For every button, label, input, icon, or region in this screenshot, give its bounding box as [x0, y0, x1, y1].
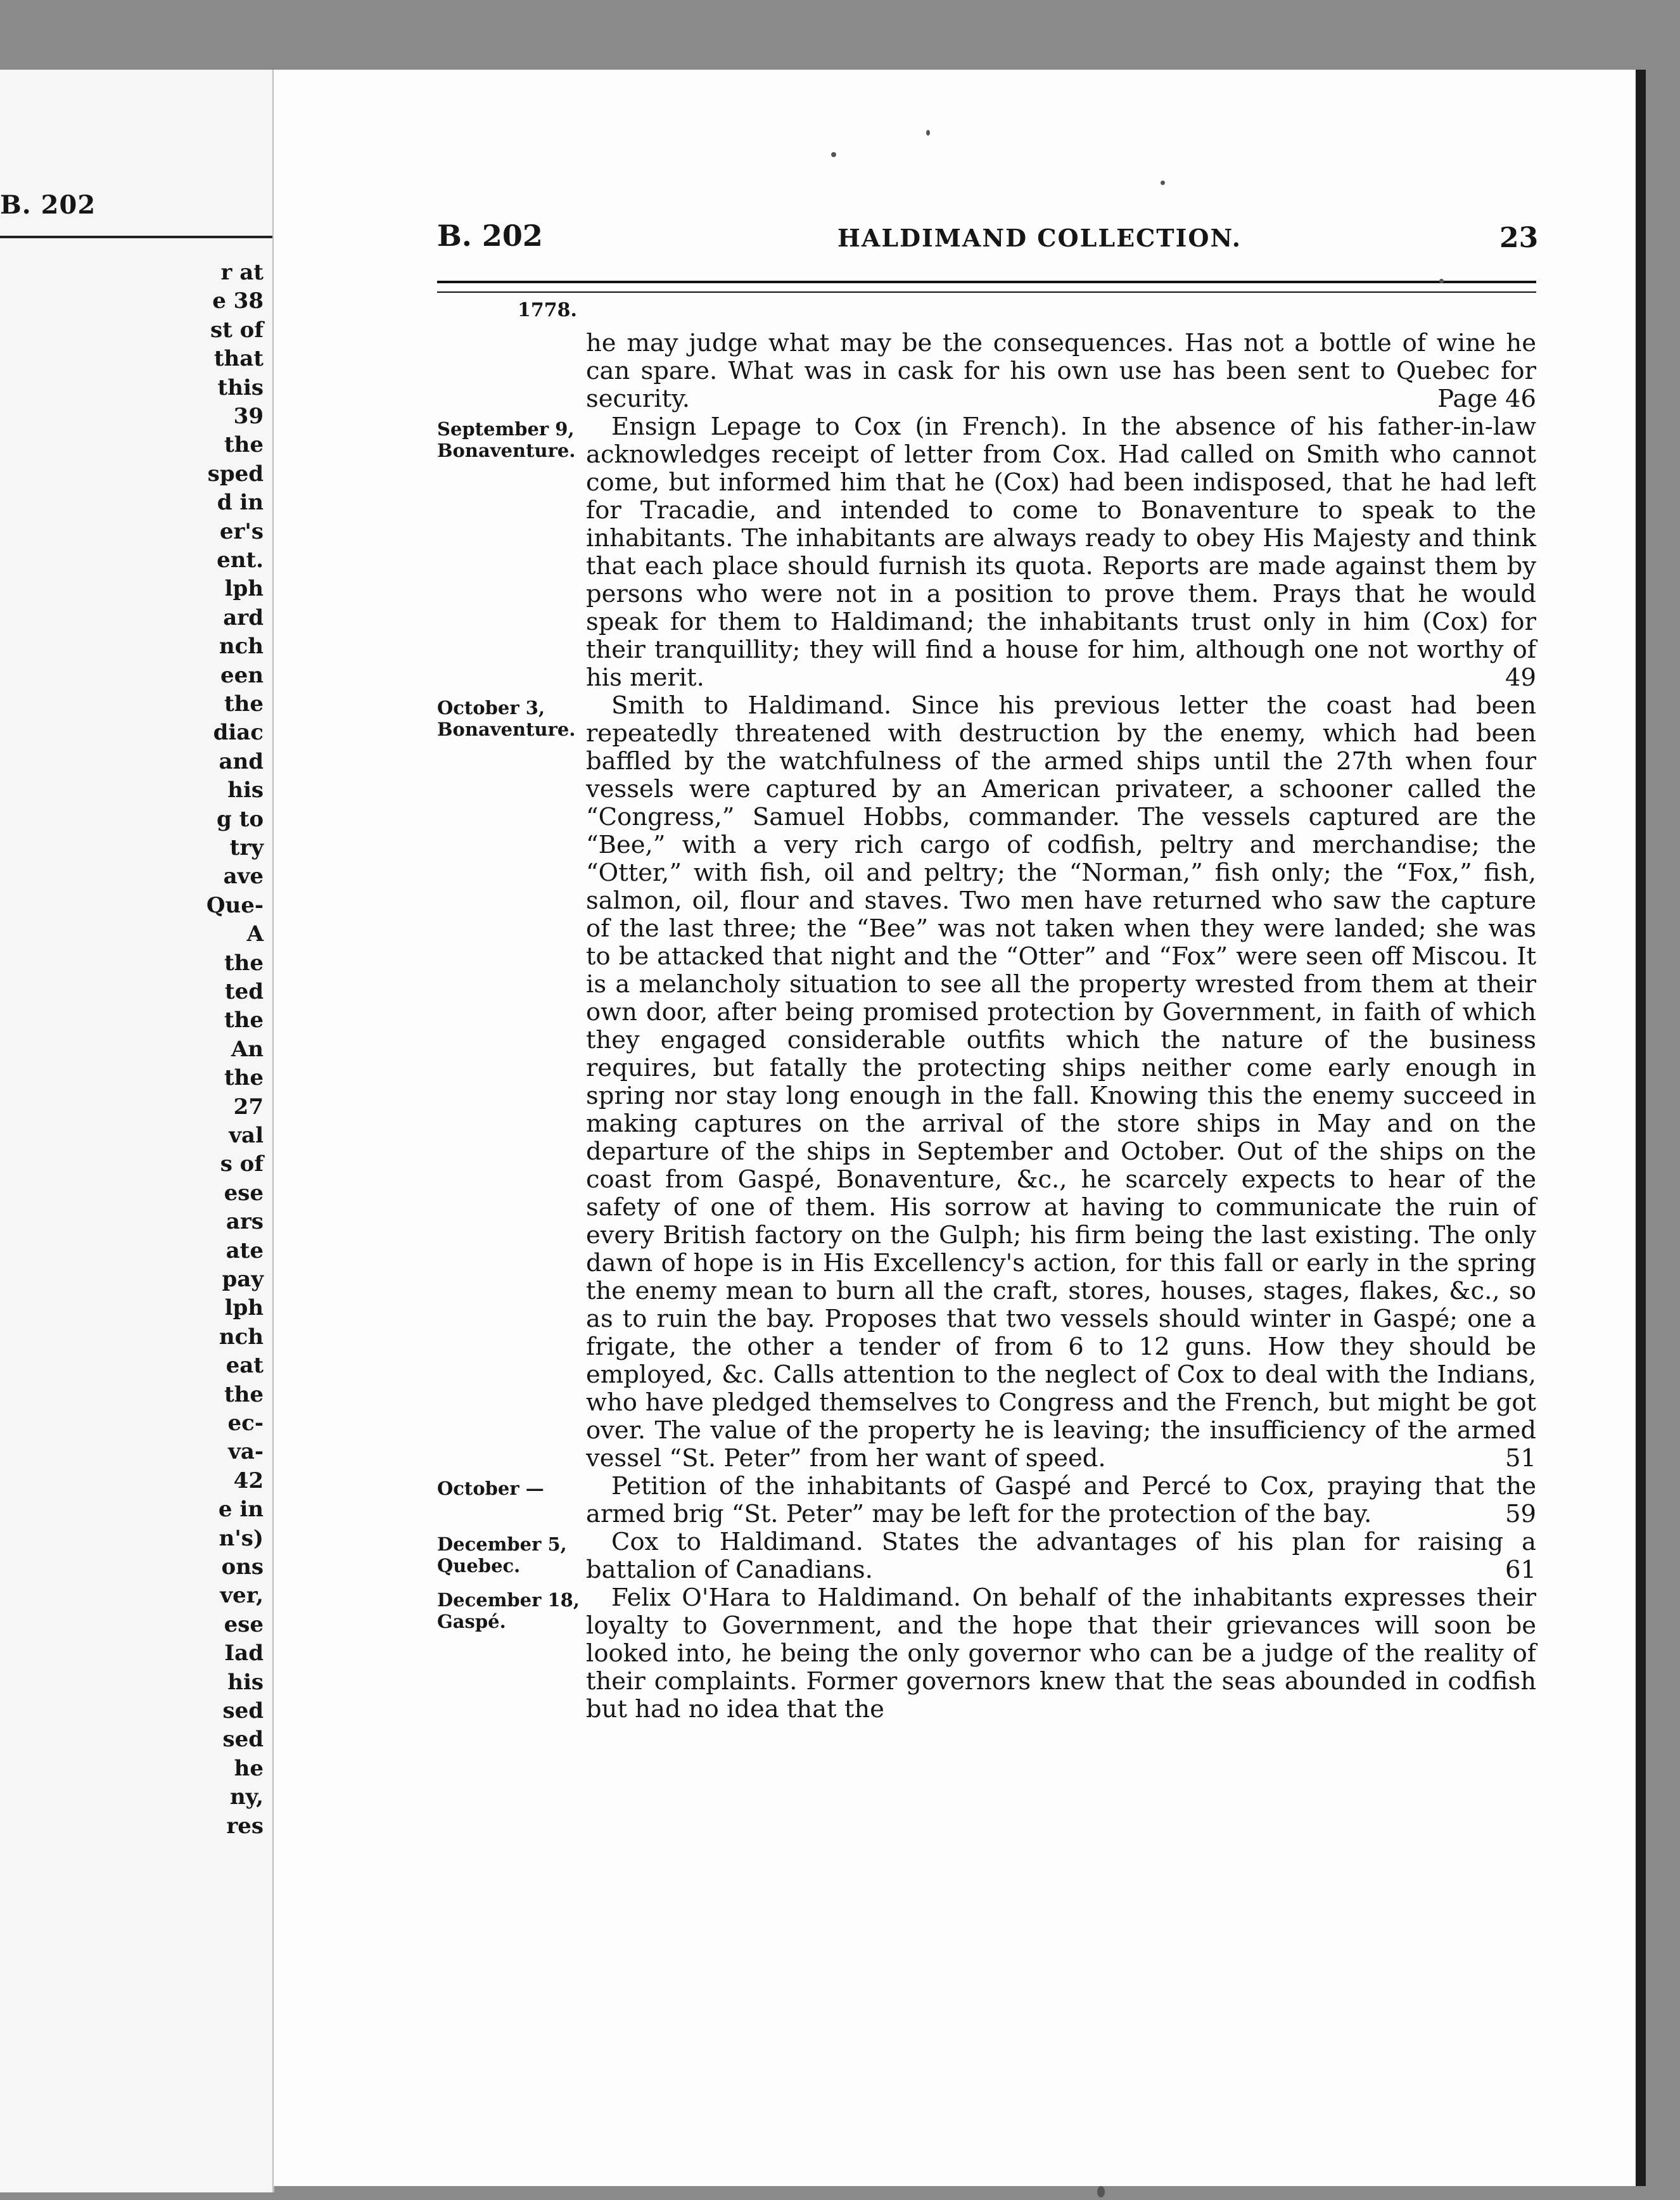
entry-body: Felix O'Hara to Haldimand. On behalf of the inhabitants expresses their loyalty to Government, and the hope that their grievances will soon be looked into, he being the only governor who can be a judge of the reality of their complaints. Former governors knew that the seas abounded in codfish but had no idea that the [586, 1583, 1536, 1724]
entry-text [586, 1528, 1536, 1584]
left-page-line: 39 [233, 404, 264, 429]
page-reference: 61 [1505, 1556, 1536, 1584]
left-page-header: B. 202 [0, 190, 96, 220]
left-page-line: the [224, 1381, 264, 1407]
left-page-line: nch [219, 634, 264, 660]
left-page-line: that [213, 346, 264, 372]
left-page-line: ver, [220, 1583, 264, 1609]
left-page-line: res [226, 1813, 264, 1839]
left-page-line: Que- [206, 892, 264, 918]
left-page-line: 27 [233, 1094, 264, 1120]
volume-reference: B. 202 [437, 219, 543, 253]
entry-body: Petition of the inhabitants of Gaspé and Percé to Cox, praying that the armed brig “St. Peter” may be left for the protection of the bay. [586, 1472, 1536, 1528]
left-page-line: his [227, 777, 264, 803]
scan-speck [926, 130, 930, 136]
left-page-line: the [224, 1065, 264, 1091]
page-reference: Page 46 [1437, 385, 1536, 413]
entry-date-place: December 18, Gaspé. [437, 1589, 580, 1632]
left-page-line: ate [226, 1238, 264, 1263]
left-page-line: st of [210, 317, 264, 343]
left-page-line: eat [226, 1353, 264, 1379]
left-page-line: his [227, 1669, 264, 1695]
left-page-line: ted [224, 979, 264, 1004]
left-page-line: 42 [233, 1468, 264, 1493]
left-page-line: er's [219, 518, 264, 544]
left-page-line: Iad [224, 1640, 264, 1666]
left-page-line: An [231, 1036, 264, 1062]
document-page [274, 70, 1646, 2186]
page-reference: 59 [1505, 1500, 1536, 1528]
left-page-line: the [224, 1007, 264, 1033]
page-reference: 51 [1505, 1444, 1536, 1473]
entry-body: Cox to Haldimand. States the advantages of his plan for raising a battalion of Canadians. [586, 1528, 1536, 1584]
scan-speck [1439, 279, 1444, 283]
entry-body: Ensign Lepage to Cox (in French). In the absence of his father-in-law acknowledges receipt of letter from Cox. Had called on Smith who cannot come, but informed him that he (Cox) had been indisposed, that he had left for Tracadie, and intended to come to Bonaventure to speak to the inhabitants. The inhabitants are always ready to obey His Majesty and think that each place should furnish its quota. Reports are made against them by persons who were not in a position to prove them. Prays that he would speak for them to Haldimand; the inhabitants trust only in him (Cox) for their tranquillity; they will find a house for him, although one not worthy of his merit. [586, 412, 1536, 692]
entry-date-place: October 3, Bonaventure. [437, 697, 576, 740]
left-page-line: A [246, 921, 264, 947]
left-page-line: e 38 [212, 288, 264, 314]
calendar-entry [437, 1528, 1536, 1584]
left-page-line: r at [220, 260, 264, 285]
calendar-entry [437, 413, 1536, 692]
left-page-line: val [229, 1123, 264, 1148]
left-page-line: ave [223, 864, 264, 890]
left-page-line: try [229, 835, 264, 860]
page-reference: 49 [1505, 663, 1536, 692]
calendar-entries [437, 329, 1536, 1724]
calendar-entry [437, 1473, 1536, 1528]
left-page-line: een [220, 662, 264, 688]
calendar-entry [437, 1584, 1536, 1724]
header-rule-thin [437, 291, 1536, 293]
left-page-line: ese [224, 1611, 264, 1637]
left-page-line: va- [228, 1439, 264, 1465]
scan-speck [1097, 2186, 1105, 2197]
entry-text [586, 413, 1536, 692]
running-title: HALDIMAND COLLECTION. [837, 224, 1242, 252]
left-page-line: sed [222, 1727, 264, 1753]
left-page-line: diac [213, 720, 264, 746]
left-page-line: sed [222, 1698, 264, 1724]
entry-body: he may judge what may be the consequences. Has not a bottle of wine he can spare. What was in cask for his own use has been sent to Quebec for security. [586, 329, 1536, 413]
left-page-line: lph [224, 1295, 264, 1321]
left-page-line: ent. [217, 547, 264, 573]
left-page-line: g to [217, 806, 264, 832]
page-header [274, 70, 1636, 374]
left-page-line: ec- [227, 1410, 264, 1436]
year-label: 1778. [518, 299, 577, 321]
entry-body: Smith to Haldimand. Since his previous letter the coast had been repeatedly threatened with destruction by the enemy, which had been baffled by the watchfulness of the armed ships until the 27th when four vessels were captured by an American privateer, a schooner called the “Congress,” Samuel Hobbs, commander. The vessels captured are the “Bee,” with a very rich cargo of codfish, peltry and merchandise; the “Otter,” with fish, oil and peltry; the “Norman,” fish only; the “Fox,” fish, salmon, oil, flour and staves. Two men have returned who saw the capture of the last three; the “Bee” was not taken when they were landed; she was to be attacked that night and the “Otter” and “Fox” were seen off Miscou. It is a melancholy situation to see all the property wrested from them at their own door, after being promised protection by Government, in faith of which they engaged considerable outfits which the nature of the business requires, but fatally the protecting ships neither come early enough in spring nor stay long enough in the fall. Knowing this the enemy succeed in making captures on the arrival of the store ships in May and on the departure of the ships in September and October. Out of the ships on the coast from Gaspé, Bonaventure, &c., he scarcely expects to hear of the safety of one of them. His sorrow at having to communicate the ruin of every British factory on the Gulph; his firm being the last existing. The only dawn of hope is in His Excellency's action, for this fall or early in the spring the enemy mean to burn all the craft, stores, houses, stages, flakes, &c., so as to ruin the bay. Proposes that two vessels should winter in Gaspé; one a frigate, the other a tender of from 6 to 12 guns. How they should be employed, &c. Calls attention to the neglect of Cox to deal with the Indians, who have pledged themselves to Congress and the French, but might be got over. The value of the property he is leaving; the insufficiency of the armed vessel “St. Peter” from her want of speed. [586, 691, 1536, 1473]
entry-text [586, 692, 1536, 1473]
left-page-line: the [224, 432, 264, 458]
left-page-line: and [219, 748, 264, 774]
entry-date-place: December 5, Quebec. [437, 1533, 567, 1576]
left-page-line: ons [221, 1554, 264, 1580]
left-page-line: nch [219, 1324, 264, 1350]
scan-speck [1161, 181, 1165, 185]
scan-speck [831, 152, 836, 157]
left-page-line: e in [218, 1497, 264, 1523]
left-page-line: sped [207, 461, 264, 487]
left-page-line: the [224, 950, 264, 976]
entry-date-place: September 9, Bonaventure. [437, 418, 576, 461]
left-page-line: ny, [229, 1784, 264, 1810]
page-number: 23 [1499, 222, 1539, 254]
left-page-line: he [234, 1755, 264, 1781]
left-page-line: ard [223, 604, 264, 630]
left-page-line: lph [224, 576, 264, 602]
left-page-line: n's) [219, 1525, 264, 1551]
left-page-line: s of [220, 1151, 264, 1177]
left-page-fragment [0, 70, 274, 2192]
left-header-rule [0, 236, 272, 238]
left-page-line: ese [224, 1180, 264, 1206]
left-page-line: ars [226, 1209, 264, 1235]
entry-text [586, 329, 1536, 413]
calendar-entry [437, 329, 1536, 413]
left-page-line: this [217, 374, 264, 400]
entry-text [586, 1473, 1536, 1528]
left-page-line: pay [222, 1267, 264, 1292]
entry-date-place: October — [437, 1478, 544, 1499]
entry-text [586, 1584, 1536, 1724]
calendar-entry [437, 692, 1536, 1473]
left-page-line: d in [217, 490, 264, 516]
left-page-line: the [224, 691, 264, 717]
header-rule-thick [437, 281, 1536, 283]
